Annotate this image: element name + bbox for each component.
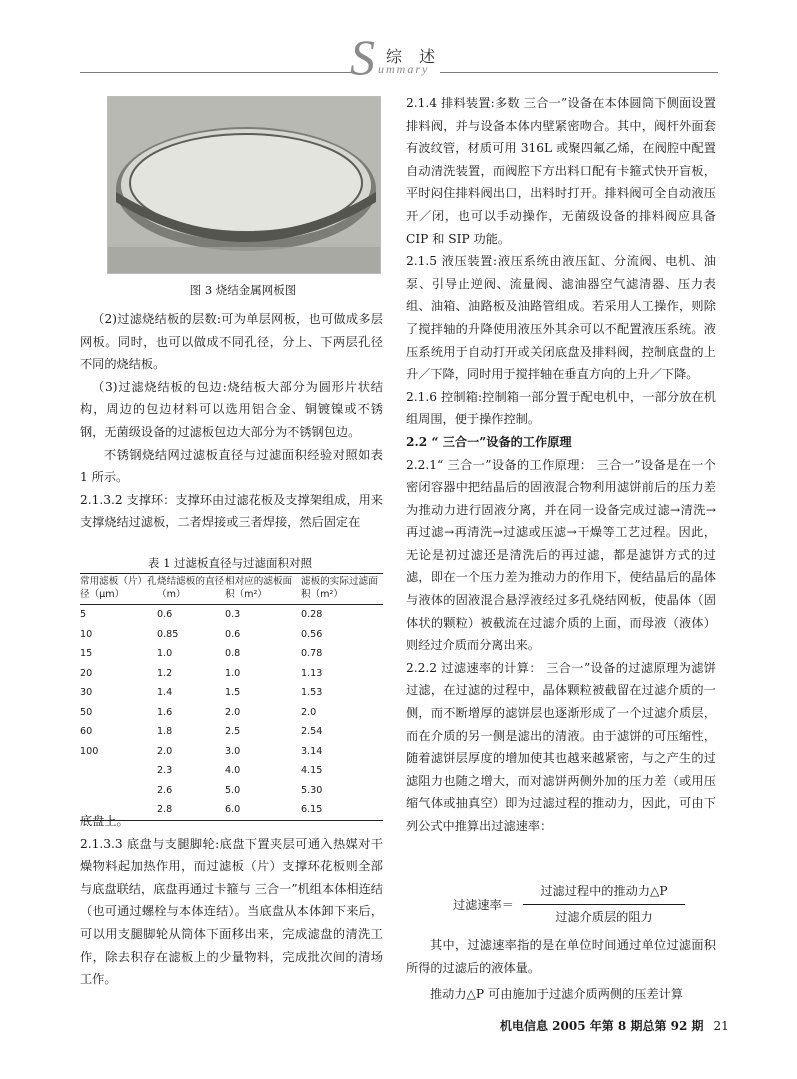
table-row: [80, 664, 383, 684]
table-row: [80, 605, 383, 625]
table-cell: 100: [80, 745, 99, 757]
paragraph: 其中，过滤速率指的是在单位时间通过单位过滤面积所得的过滤后的液体量。: [406, 938, 716, 975]
section-title: 综 述: [386, 47, 442, 66]
paragraph: （2)过滤烧结板的层数:可为单层网板，也可做成多层网板。同时，也可以做成不同孔径，分上、下两层孔径不同的烧结板。: [80, 312, 383, 372]
table-row: [80, 703, 383, 723]
paragraph: 2.2.1“ 三合一”设备的工作原理： 三合一”设备是在一个密闭容器中把结晶后的固液混合物利用滤饼前后的压力差为推动力进行固液分离，并在同一设备完成过滤→清洗→再过滤→再清洗→过滤或压滤→干燥等工艺过程。因此，无论是初过滤还是清洗后的再过滤，都是滤饼方式的过滤，即在一个压力差为推动力的作用下，使结晶后的晶体与液体的固液混合悬浮液经过多孔烧结网板，使晶体（固体状的颗粒）被截流在过滤介质的上面，而母液（液体）则经过介质而分离出来。: [406, 457, 716, 653]
header-rule-left: [80, 72, 352, 73]
table-cell: 4.15: [301, 765, 323, 776]
table-cell: 5: [80, 609, 87, 620]
table-cell: [80, 781, 157, 801]
table-header-cell: 烧结滤板的直径（m）: [157, 574, 225, 605]
paragraph: 2.1.3.2 支撑环：支撑环由过滤花板及支撑架组成，用来支撑烧结过滤板，二者焊接或三者焊接，然后固定在: [80, 492, 383, 530]
journal-info: 机电信息 2005 年第 8 期总第 92 期: [500, 1019, 704, 1033]
table-cell: 0.6: [225, 628, 241, 640]
table-cell: 60: [80, 726, 93, 737]
table-row: [80, 722, 383, 742]
sintered-mesh-plate-photo: [107, 96, 381, 274]
filtration-rate-formula: [425, 880, 695, 930]
table-cell: 1.13: [301, 667, 323, 679]
right-column: [406, 92, 716, 838]
table-cell: 1.0: [157, 648, 173, 659]
table-header-cell: 相对应的滤板面积（m²）: [225, 574, 301, 605]
paragraph: 不锈钢烧结网过滤板直径与过滤面积经验对照如表 1 所示。: [80, 447, 383, 485]
table-cell: 1.53: [301, 687, 323, 698]
table-row: [80, 625, 383, 645]
formula-numerator: 过滤过程中的推动力△P: [540, 884, 668, 898]
table-cell: 2.0: [225, 706, 241, 718]
table-row: [80, 683, 383, 703]
table-cell: 0.56: [301, 628, 323, 640]
table-cell: 10: [80, 628, 93, 640]
table-title: 表 1 过滤板直径与过滤面积对照: [147, 556, 313, 570]
paragraph: （3)过滤烧结板的包边:烧结板大部分为圆形片状结构，周边的包边材料可以选用铝合金、铜镀镍或不锈钢，无菌级设备的过滤板包边大部分为不锈钢包边。: [80, 379, 383, 439]
left-column-top: [80, 308, 383, 534]
table-cell: 0.78: [301, 648, 323, 659]
table-cell: 50: [80, 706, 93, 718]
table-cell: 0.3: [225, 609, 241, 620]
filter-area-table: [80, 573, 383, 821]
formula-denominator: 过滤介质层的阻力: [555, 910, 653, 924]
paragraph: 2.1.5 液压装置:液压系统由液压缸、分流阀、电机、油泵、引导止逆阀、流量阀、滤油器空气滤清器、压力表组、油箱、油路板及油路管组成。若采用人工操作，则除了搅拌轴的升降使用液压外其余可以不配置液压系统。液压系统用于自动打开或关闭底盘及排料阀，控制底盘的上升／下降，同时用于搅拌轴在垂直方向的上升／下降。: [406, 254, 716, 382]
table-cell: 5.30: [301, 784, 323, 796]
paragraph: 2.1.6 控制箱:控制箱一部分置于配电机中，一部分放在机组周围，便于操作控制。: [406, 389, 716, 427]
section-heading: 2.2 “ 三合一”设备的工作原理: [406, 434, 572, 449]
table-cell: 15: [80, 648, 93, 659]
table-cell: 2.8: [157, 800, 225, 820]
formula-fraction-bar: [523, 904, 685, 905]
table-cell: 6.0: [225, 800, 301, 820]
table-cell: 2.3: [157, 765, 173, 776]
paragraph: 推动力△P 可由施加于过滤介质两侧的压差计算: [430, 987, 684, 1002]
table-cell: 1.8: [157, 726, 173, 737]
table-cell: 1.4: [157, 687, 173, 698]
table-cell: 5.0: [225, 784, 241, 796]
table-cell: 1.2: [157, 667, 173, 679]
table-row: [80, 761, 383, 781]
figure-caption: 图 3 烧结金属网板图: [189, 283, 297, 297]
table-cell: 2.6: [157, 784, 173, 796]
table-cell: 0.85: [157, 628, 179, 640]
header-rule-right: [440, 72, 718, 73]
table-cell: 1.5: [225, 687, 241, 698]
table-cell: [80, 761, 157, 781]
table-cell: 0.6: [157, 609, 173, 620]
table-cell: 3.0: [225, 745, 241, 757]
table-cell: 30: [80, 687, 93, 698]
table-cell: 2.54: [301, 726, 323, 737]
right-column-bottom: [406, 934, 716, 1006]
table-cell: 0.8: [225, 648, 241, 659]
paragraph: 底盘上。: [80, 814, 129, 828]
table-cell: 2.0: [301, 706, 317, 718]
page-footer: [500, 1017, 729, 1034]
table-cell: 1.0: [225, 667, 241, 679]
table-cell: 6.15: [301, 800, 383, 820]
paragraph: 2.2.2 过滤速率的计算： 三合一”设备的过滤原理为滤饼过滤，在过滤的过程中，晶体颗粒被截留在过滤介质的一侧，而不断增厚的滤饼层也逐渐形成了一个过滤介质层，而在介质的另一侧是滤出的清液。由于滤饼的可压缩性，随着滤饼层厚度的增加使其也越来越紧密，与之产生的过滤阻力也随之增大，而对滤饼两侧外加的压力差（或用压缩气体或抽真空）即为过滤过程的推动力，因此，可由下列公式中推算出过滤速率：: [406, 660, 716, 833]
paragraph: 2.1.4 排料装置:多数 三合一”设备在本体圆筒下侧面设置排料阀，并与设备本体内壁紧密吻合。其中，阀杆外面套有波纹管，材质可用 316L 或聚四氟乙烯，在阀腔中配置自动清洗装置，而阀腔下方出料口配有卡箍式快开盲板，平时闷住排料阀出口，出料时打开。排料阀可全自动液压开／闭，也可以手动操作，无菌级设备的排料阀应具备 CIP 和 SIP 功能。: [406, 96, 716, 246]
table-header-cell: 常用滤板（片）孔径（μm）: [80, 574, 157, 605]
table-row: [80, 742, 383, 762]
table-cell: 2.5: [225, 726, 241, 737]
formula-lhs: 过滤速率＝: [453, 898, 514, 912]
table-cell: 4.0: [225, 765, 241, 776]
table-cell: 2.0: [157, 745, 173, 757]
table-header-row: [80, 574, 383, 605]
page-number: 21: [713, 1019, 729, 1033]
table-row: [80, 781, 383, 801]
paragraph: 2.1.3.3 底盘与支腿脚轮:底盘下置夹层可通入热媒对干燥物料起加热作用，而过滤板（片）支撑环花板则全部与底盘联结，底盘再通过卡箍与 三合一”机组本体相连结（也可通过螺栓与本体连结）。当底盘从本体卸下来后，可以用支腿脚轮从筒体下面移出来，完成滤盘的清洗工作，除去积存在滤板上的少量物料，完成批次间的清场工作。: [80, 836, 383, 987]
table-row: [80, 644, 383, 664]
table-header-cell: 滤板的实际过滤面积（m²）: [301, 574, 383, 605]
summary-logo-word: ummary: [378, 62, 430, 76]
table-cell: 0.28: [301, 609, 323, 620]
table-cell: 3.14: [301, 745, 323, 757]
summary-logo-letter: S: [350, 29, 375, 85]
left-column-bottom: [80, 810, 383, 991]
mesh-plate-illustration: [108, 97, 380, 273]
table-cell: 20: [80, 667, 93, 679]
table-cell: 1.6: [157, 706, 173, 718]
